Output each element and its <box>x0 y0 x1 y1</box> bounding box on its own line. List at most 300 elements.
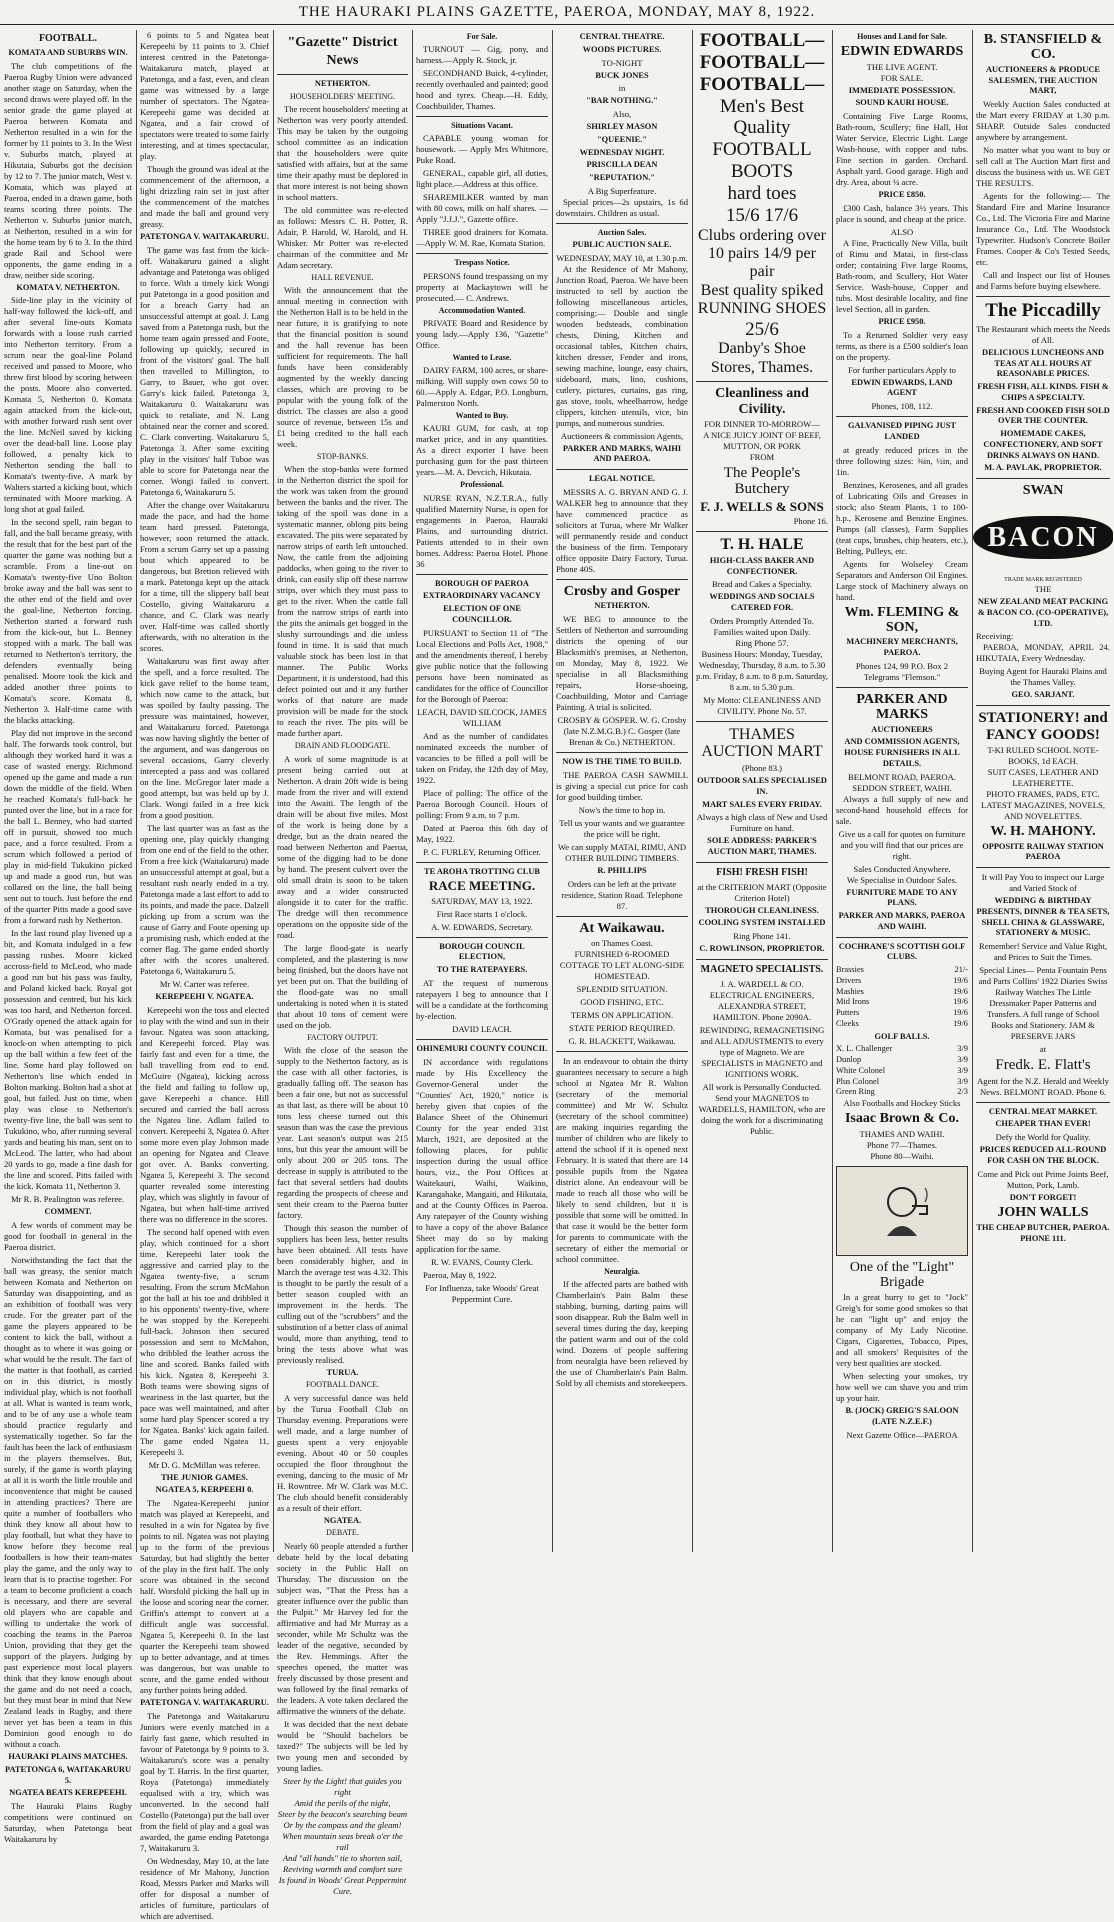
auction-date: WEDNESDAY, MAY 10, at 1.30 p.m. <box>556 252 688 263</box>
edwin-edwards: EDWIN EDWARDS <box>840 44 964 60</box>
no-matter: No matter what you want to buy or sell call at The Auction Mart first and discuss the business with us. WE GET THE RESULTS. <box>976 145 1110 189</box>
next-office: Next Gazette Office—PAEROA <box>846 1429 958 1440</box>
column-football-continued <box>140 30 269 1921</box>
article-paragraph: On Wednesday, May 10, at the late residence of Mr Mahony, Junction Road, Messrs Parker and Marks will offer for disposal a number of articles of furniture, particulars of which are advertised. <box>140 1855 269 1921</box>
edwards-agent: EDWIN EDWARDS, LAND AGENT <box>851 377 953 398</box>
article-paragraph: After the change over Waitakaruru made the pace, and had the home team hard pressed. Patetonga, however, soon returned the attack. From a scrum Garry set up a passing bout which appeared to be dangerous, but Bretton relieved with a mark. Patetonga kept up the attack for a time, till the slippery ball beat Costello, giving Waitakaruru a chance, and C. Clark was nearly over. Half-time was called shortly afterwards, with no alteration in the scores. <box>140 499 269 653</box>
article-paragraph: A very successful dance was held by the Turua Football Club on Thursday evening. Preparations were well made, and a large number of guests spent a very enjoyable evening. About 40 or 50 couples occupied the floor throughout the evening, dancing to the music of Mr H. Rowntree. Mr W. Clark was M.C. The club should benefit considerably as a result of their effort. <box>277 1392 408 1513</box>
boots-title: Men's Best Quality FOOTBALL BOOTS <box>712 95 812 183</box>
column-football <box>4 30 132 1845</box>
weekly-sales: Weekly Auction Sales conducted at the Mart every FRIDAY at 1.30 p.m. SHARP. Outside Sales conducted anywhere by arrangement. <box>976 99 1110 143</box>
running-shoes: Best quality spiked RUNNING SHOES <box>697 281 827 318</box>
section-heading: Professional. <box>460 480 504 490</box>
verse-line: And "all hands" tie to shorten sail, <box>282 1852 403 1863</box>
matches-heading: HAURAKI PLAINS MATCHES. <box>8 1752 128 1762</box>
race-date: SATURDAY, MAY 13, 1922. <box>431 895 533 906</box>
star-name: BUCK JONES <box>595 70 649 80</box>
column-rule <box>273 30 274 1552</box>
families: Families waited upon Daily. <box>713 626 811 637</box>
verse-line: Or by the compass and the gleam! <box>283 1819 402 1830</box>
article-paragraph: The Patetonga and Waitakaruru Juniors were evenly matched in a fairly fast game, which resulted in favour of Patetonga by 9 points to 3. Waitakaruru's score was a penalty goal by T. Harris. In the first quarter, Roya (Patetonga) immediately equalised with a try, which was unconverted. In the second half Costello (Patetonga) put the ball over from the field of play and a goal was awarded, the game ending Patetonga 7, Waitakaruru 3. <box>140 1710 269 1853</box>
galvanised-piping: GALVANISED PIPING JUST LANDED <box>848 421 956 441</box>
prices-reduced: PRICES REDUCED ALL-ROUND FOR CASH ON THE BLOCK. <box>979 1145 1107 1165</box>
hale-title: T. H. HALE <box>720 536 804 554</box>
rewinding: REWINDING, REMAGNETISING and ALL ADJUSTMENTS to every type of Magneto. We are SPECIALISTS in MAGNETO and IGNITIONS WORK. <box>699 1024 825 1079</box>
phone-83: (Phone 83.) <box>741 763 783 774</box>
article-paragraph: Side-line play in the vicinity of half-way followed the kick-off, and after several line-outs Komata forwards with a loose rush carried into Netherton territory. From a scrum near the goal-line Poland received and passed to Moore, who threw first blood by scoring between the posts. Moore also converted. Komata 5, Netherton 0. Komata again attacked from the kick-out, with another forward rush sent over the line. McNeil saved by kicking over the dead-ball line. Loose play followed, a penalty kick to Netherton sending the ball to Komata's twenty-five. A mark by Walters started a kicking bout, which terminated with Moore marking. A long shot at goal failed. <box>4 295 132 515</box>
telegrams: Telegrams "Flemson." <box>863 671 941 682</box>
football-banner: FOOTBALL— <box>699 30 825 51</box>
the-label: THE <box>1034 584 1052 595</box>
notice-heading: TO THE RATEPAYERS. <box>436 965 528 975</box>
at-label: at <box>1039 1044 1047 1055</box>
shoe-price: 25/6 <box>745 318 779 340</box>
pavlak: M. A. PAVLAK, PROPRIETOR. <box>984 463 1102 473</box>
notice-text: AT the request of numerous ratepayers I beg to announce that I will be a candidate at the forthcoming by-election. <box>416 977 548 1021</box>
furniture-plans: FURNITURE MADE TO ANY PLANS. <box>846 887 958 908</box>
wardell: J. A. WARDELL & CO. ELECTRICAL ENGINEERS, ALEXANDRA STREET, HAMILTON. Phone 2090A. <box>709 978 815 1022</box>
prices-text: Special prices—2s upstairs, 1s 6d downstairs. Children as usual. <box>556 196 688 218</box>
dinner: FOR DINNER TO-MORROW— <box>704 418 820 429</box>
auction-text: At the Residence of Mr Mahony, Junction Road, Paeroa. We have been instructed to sell by auction the following miscellaneous articles, comprising:— Double and single wooden bedsteads, combination chests, Dining, Kitchen and occasional tables, Kitchen chairs, kitchen dresser, Fender and irons, sewing machine, lounge, easy chairs, sideboard, mats, lino, cushions, cutlery, pictures, curtains, gas ring, gas stove, tools, wheelbarrow, hedge clippers, kitchen utensils, vice, bin pumps, and numerous sundries. <box>556 263 688 428</box>
article-paragraph: The recent householders' meeting at Netherton was very poorly attended. This may be taken by the outgoing school committee as an indication that the householders were quite satisfied with affairs, but at the same time their apathy must be deplored in that more interest is not being shown in school matters. <box>277 103 408 202</box>
junior-heading: THE JUNIOR GAMES. <box>161 1472 248 1482</box>
dont-forget: DON'T FORGET! <box>1009 1192 1077 1202</box>
parker-marks-2: PARKER AND MARKS, PAEROA AND WAIHI. <box>838 911 966 931</box>
in-label: in <box>618 83 626 94</box>
verse-line: Steer by the Light! that guides you right <box>283 1775 402 1797</box>
joint: A NICE JUICY JOINT OF BEEF, MUTTON, OR PORK <box>703 429 821 451</box>
notice-text: PURSUANT to Section 11 of "The Local Elections and Polls Act, 1908," and the amendments thereof, I hereby give public notice that the following persons have been nominated as candidates for the office of Councillor for the Borough of Paeroa: <box>416 627 548 704</box>
verse-line: Amid the perils of the night, <box>294 1797 391 1808</box>
remember: Remember! Service and Value Right, and Prices to Suit the Times. <box>979 941 1107 963</box>
john-walls: JOHN WALLS <box>997 1205 1089 1221</box>
price-850: PRICE £850. <box>878 190 926 200</box>
section-heading: Accommodation Wanted. <box>438 305 526 315</box>
notice-heading: EXTRAORDINARY VACANCY <box>423 591 541 601</box>
when-text: When selecting your smokes, try how well we can shave you and trim up your hair. <box>836 1371 968 1404</box>
terms: TERMS ON APPLICATION. <box>570 1010 674 1021</box>
pipe-smoker-icon <box>867 1176 937 1246</box>
match-heading: KEREPEEHI V. NGATEA. <box>155 991 254 1001</box>
school-notebooks: T-KI RULED SCHOOL NOTE-BOOKS, 1d EACH. <box>987 745 1099 767</box>
article-paragraph: A few words of comment may be good for football in general in the Paeroa district. <box>4 1220 132 1253</box>
cheaper: CHEAPER THAN EVER! <box>995 1119 1091 1129</box>
price-row: Mid Irons 19/6 <box>836 997 968 1007</box>
price-row: Green Ring 2/3 <box>836 1087 968 1097</box>
boot-prices: 15/6 17/6 <box>725 204 799 226</box>
classified-ad: PERSONS found trespassing on my property at Mackaytown will be prosecuted.— C. Andrews. <box>416 270 548 303</box>
subheading: DRAIN AND FLOODGATE. <box>294 741 391 751</box>
price-row: Dunlop 3/9 <box>836 1055 968 1065</box>
superfeature: A Big Superfeature. <box>587 185 657 196</box>
article-paragraph: In the second spell, rain began to fall, and the ball became greasy, with the result that for the best part of the quarter the game was nothing but a scramble. From a line-out on Komata's twenty-five Uno Bolton broke away and the ball was sent to the other end of the field and over the goal-line, Netherton forcing. Netherton started a forward rush from the kick-out, but L. Benney stopped with a mark. The ball was returned to Netherton's territory, the defenders eventually being penalised. Moore took the kick and added another three points to Komata's score. Komata 8, Netherton 3. Half-time came with the blacks attacking. <box>4 517 132 726</box>
cottage-text: FURNISHED 6-ROOMED COTTAGE TO LET ALONG-SIDE HOMESTEAD. <box>559 949 685 982</box>
column-classifieds <box>416 30 548 1552</box>
cheap-butcher: THE CHEAP BUTCHER, PAEROA. PHONE 111. <box>976 1222 1110 1243</box>
article-paragraph: In an endeavour to obtain the thirty guarantees necessary to secure a high school at Ngatea Mr R. Walton (secretary of the memorial committee) and Mr W. Schultz (secretary of the school committee) are making inquiries regarding the number of children who are likely to attend the school if it is opened next February. It is stated that there are 14 possible pupils from the Ngatea district alone. An endeavour will be made to reach all those who will be likely to send children, but it is possible that some will be omitted. In that case it would be the better form for parents to communicate with the secretary of either the memorial or school committee. <box>556 1056 688 1265</box>
classified-ad: TURNOUT — Gig, pony, and harness.—Apply R. Stock, jr. <box>416 44 548 66</box>
thames-waihi: THAMES AND WAIHI. <box>859 1128 945 1139</box>
article-paragraph: In the last round play livened up a bit, and Komata indulged in a few passing rushes. Moore kicked accross-field to McLeod, who made a good run but his pass was faulty, and Poland kicked back. Royal got possession and centred, but his kick was too hard, and Netherton forced. O'Grady opened the attack again for Komata, but was penalised for a knock-on when attempting to pick up the ball within a few feet of the line. Some hard play followed on Netherton's line which ended in Bolton marking. Bolton had a shot at goal, but failed. Just on time, when play was close to Netherton's twenty-five line, the ball was sent to Tukukino, who, after running several yards and beating his man, sent on to McLeod. The latter, who had about 20 yards to go, made a fine dash for the line and scored. Pitts failed with the kick. Komata 11, Netherton 3. <box>4 928 132 1192</box>
price-row: X. L. Challenger 3/9 <box>836 1044 968 1054</box>
machinery-merchants: MACHINERY MERCHANTS, PAEROA. <box>846 637 958 658</box>
phone-80: Phone 80—Waihi. <box>870 1150 934 1161</box>
theatre-heading: CENTRAL THEATRE. <box>579 32 665 41</box>
notice-text: Place of polling: The office of the Paeroa Borough Council. Hours of polling: From 9 a.m. to 7 p.m. <box>416 787 548 820</box>
article-paragraph: It was decided that the next debate would be "Should bachelors be taxed?" The subjects will be led by two young men and seconded by young ladies. <box>277 1718 408 1773</box>
classified-ad: SECONDHAND Buick, 4-cylinder, recently overhauled and painted; good hood and tyres. Cheap.—H. Eddy, Coachbuilder, Thames. <box>416 68 548 112</box>
club-offer: Clubs ordering over 10 pairs 14/9 per pair <box>698 226 826 281</box>
tell-us: Tell us your wants and we guarantee the price will be right. <box>559 817 685 839</box>
article-paragraph: The second half opened with even play, which continued for a short time. Kerepeehi later took the aggressive and carried play to the Ngatea twenty-five, a scrum resulting. From the scrum McMahon got the ball at his toe and dribbled it to his opponents' twenty-five, where he was stopped by the Kerepeehi full-back. Johnson then secured possession and sent to McMahon, who dribbled the leather across the line and scored. Banks failed with his kick. Ngatea 8, Kerepeehi 3. Both teams were showing signs of weariness in the last quarter, but the pace was well maintained, and after some hard play Spencer scored a try for Ngatea. Banks' kick again failed. The game ended Ngatea 11, Kerepeehi 3. <box>140 1226 269 1457</box>
column-rule <box>136 30 137 1552</box>
blackett: G. R. BLACKETT, Waikawau. <box>568 1036 676 1047</box>
section-heading: Wanted to Lease. <box>452 352 512 362</box>
always-furniture: Always a high class of New and Used Furniture on hand. <box>696 812 828 834</box>
opposite-station: OPPOSITE RAILWAY STATION PAEROA <box>982 841 1104 862</box>
result-heading: PATETONGA 6, WAITAKARURU 5. <box>4 1764 132 1785</box>
defy: Defy the World for Quality. <box>995 1132 1091 1143</box>
price-row: Plus Colonel 3/9 <box>836 1076 968 1086</box>
candidates: LEACH, DAVID SILCOCK, JAMES WILLIAM <box>417 706 547 728</box>
comment-heading: COMMENT. <box>44 1207 92 1217</box>
price-row: Mashies 19/6 <box>836 986 968 996</box>
soldier-text: To a Returned Soldier very easy terms, as there is a £500 soldier's loan on the property. <box>836 329 968 362</box>
film-title: "REPUTATION." <box>589 173 655 182</box>
fleming-phones: Phones 124, 99 P.O. Box 2 <box>855 660 949 671</box>
receiving-dates: PAEROA, MONDAY, APRIL 24. HIKUTAIA, Every Wednesday. <box>976 642 1110 664</box>
rowlinson: C. ROWLINSON, PROPRIETOR. <box>699 944 825 954</box>
luncheons: DELICIOUS LUNCHEONS AND TEAS AT ALL HOURS AT REASONABLE PRICES. <box>982 347 1104 379</box>
clerk: R. W. EVANS, County Clerk. <box>430 1256 534 1267</box>
column-rule <box>552 30 553 1552</box>
place-heading: TURUA. <box>326 1367 359 1377</box>
column-district-news <box>277 30 408 1896</box>
article-paragraph: Play did not improve in the second half. The forwards took control, but although they worked hard it was a case of wasted energy. Richmond opened up the game and made a run down the middle of the field. When he reached Komata's full-back he punted over the line, but in a race for the ball L. Benney, who had started off in pursuit, showed too much pace, and a force resulted. From a scrum which followed a period of play in mid-field Tukukino picked up and made a good run, but was collared on the line, the ball being sent out to touch. Just before the end of the quarter Pitts made a good save from a forward rush by Netherton. <box>4 728 132 926</box>
villa-text: A Fine, Practically New Villa, built of Rimu and Matai, in first-class order; containing Five large Rooms, Bath-room, and Scullery, Hot Water Service. Wash-house, Copper and tubs. Most desirable locality, and fine level Section, all in garden. <box>836 237 968 314</box>
column-rule <box>692 30 693 1552</box>
column-shops <box>696 30 828 1552</box>
crosby-place: NETHERTON. <box>594 601 650 611</box>
cooling-system: COOLING SYSTEM INSTALLED <box>698 918 826 928</box>
mart-sales: MART SALES EVERY FRIDAY. <box>702 799 822 809</box>
further-particulars: For further particulars Apply to <box>848 364 956 375</box>
price-row: Drivers 19/6 <box>836 975 968 985</box>
baker: HIGH-CLASS BAKER AND CONFECTIONER. <box>709 555 815 576</box>
addresses: BELMONT ROAD, PAEROA. SEDDON STREET, WAIHI. <box>848 771 956 793</box>
section-heading: Trespass Notice. <box>454 258 510 268</box>
agents-list: Agents for the following:— The Standard Fire and Marine Insurance Co., Ltd. The Victoria Fire and Marine Insurance Co., Ltd. The Woodstock Typewriter. Hudson's Concrete Boiler Frames. Cooper & Co's Tested Seeds, etc. <box>976 191 1110 268</box>
auctioneer-name: PARKER AND MARKS, WAIHI AND PAEROA. <box>562 443 682 464</box>
orders-text: Orders can be left at the private residence, Station Road. Telephone 87. <box>561 878 683 911</box>
match-heading: PATETONGA V. WAITAKARURU. <box>140 1698 269 1707</box>
isaac-brown: Isaac Brown & Co. <box>844 1111 960 1127</box>
article-paragraph: If the affected parts are bathed with Chamberlain's Pain Balm these stabbing, burning, darting pains will soon disappear. Rub the Balm well in several times during the day, keeping the patient warm and out of the cold wind. Dozens of people suffering from neuralgia have been relieved by the use of Chamberlain's Pain Balm. Sold by all chemists and storekeepers. <box>556 1279 688 1389</box>
bacon-pig-icon: BACON <box>973 516 1112 560</box>
subheading: HALL REVENUE. <box>311 272 374 282</box>
legal-heading: LEGAL NOTICE. <box>588 474 656 484</box>
waikawau-title: At Waikawau. <box>579 920 665 936</box>
photo-frames: PHOTO FRAMES, PADS, ETC. <box>986 789 1100 800</box>
trade-mark: TRADE MARK REGISTERED <box>1004 576 1082 583</box>
fishing: GOOD FISHING, ETC. <box>580 997 664 1008</box>
star-name: SHIRLEY MASON <box>586 122 658 131</box>
article-paragraph: The old committee was re-elected as follows: Messrs C. H. Potter, R. Adair, P. Harold, W. Harold, and H. Whisker. Mr Potter was re-elected chairman of the committee and Mr Adam secretary. <box>277 204 408 270</box>
mahony: W. H. MAHONY. <box>990 824 1096 840</box>
club-heading: TE AROHA TROTTING CLUB <box>424 866 540 876</box>
orders: Orders Promptly Attended To. <box>710 615 814 626</box>
crosby-text: WE BEG to announce to the Settlers of Netherton and surrounding districts the opening of our Blacksmith's premises, at Netherton, on Monday, May 8, 1922. We specialise in all Blacksmithing repairs, Horse-shoeing, Coachbuilding, Motor and Carriage Painting. A trial is solicited. <box>556 614 688 713</box>
build-heading: NOW IS THE TIME TO BUILD. <box>562 757 682 767</box>
central-meat: CENTRAL MEAT MARKET. <box>988 1106 1098 1116</box>
article-paragraph: The club competitions of the Paeroa Rugby Union were advanced another stage on Saturday, when the second draws were played off. In the senior grade the game played at Paeroa between Komata and Netherton resulted in a win for the former by 11 points to 3. In the West v. Suburbs match, played at Hikutaia, Suburbs got the decision by 12 to 7. The junior match, West v. Komata, which was played at Paeroa, ended in a drawn game, both teams scoring three points. The Netherton v. Suburbs junior match, at Netherton, resulted in a win for the home team by 6 to 3. In the third grade Rail and School were opponents, the game ending in a draw, neither side scoring. <box>4 60 132 280</box>
notice-text: And as the number of candidates nominated exceeds the number of vacancies to be filled a poll will be taken on Friday, the 12th day of May, 1922. <box>416 730 548 785</box>
column-rule <box>412 30 413 1552</box>
footballs-hockey: Also Footballs and Hockey Sticks <box>843 1098 961 1109</box>
classified-ad: THREE good drainers for Komata.—Apply W. M. Rae, Komata Station. <box>416 227 548 249</box>
bread: Bread and Cakes a Specialty. <box>712 579 812 590</box>
tonight: TO-NIGHT <box>601 57 643 68</box>
race-meeting: RACE MEETING. <box>428 878 536 894</box>
call-inspect: Call and Inspect our list of Houses and Farms before buying elsewhere. <box>976 270 1110 292</box>
article-paragraph: The Hauraki Plains Rugby competitions were continued on Saturday, when Patetonga beat Waitakaruru by <box>4 1801 132 1845</box>
verse-line: When mountain seas break o'er the rail <box>282 1830 403 1852</box>
sales-anywhere: Sales Conducted Anywhere. <box>853 863 951 874</box>
referee-line: Mr D. G. McMillan was referee. <box>148 1459 261 1470</box>
sarjant: GEO. SARJANT. <box>1011 690 1075 700</box>
pictures-heading: WOODS PICTURES. <box>582 44 662 54</box>
article-paragraph: Nearly 60 people attended a further debate held by the local debating society in the Public Hall on Thursday. The discussion on the subject was, "That the Press has a greater influence over the public than the Pulpit." Mr Harvey led for the affirmative and had Mr Murray as a seconder, while Mr Schultz was the leader of the negative, seconded by the Rev. Hemmings. After the speeches opened, the matter was freely discussed by those present and was followed by the final remarks of the leaders. A vote taken declared the affirmative the winners of the debate. <box>277 1540 408 1716</box>
article-paragraph: Kerepeehi won the toss and elected to play with the wind and sun in their favour. Ngatea was soon attacking, and Kerepeehi forced. Play was fairly fast and even for a time, the ball travelling from end to end. McGuire (Ngatea), kicking across the field and failing to follow up, gave Kerepeehi a chance. Hill secured and carried the ball across the Ngatea line. Adlam failed to convert. Kerepeehi 3, Ngatea 0. After some more even play Johnson made an opening for Ngatea and Cleave got over. A. Banks converting. Ngatea 5, Kerepeehi 3. The second quarter revealed some interesting play, which was slightly in favour of Ngatea, but when half-time arrived there was no difference in the scores. <box>140 1004 269 1224</box>
column-property <box>836 30 968 1552</box>
classified-ad: DAIRY FARM, 100 acres, or share-milking. Will supply own cows 50 to 60.—Apply A. Edgar, P.O. Longburn, Palmerston North. <box>416 365 548 409</box>
classified-ad: KAURI GUM, for cash, at top market price, and in any quantities. As a direct exporter I have been purchasing gum for the past thirteen years.—M. A. Devcich, Hikutaia. <box>416 423 548 478</box>
result-heading: NGATEA 5, KERPEEHI 0. <box>155 1485 254 1495</box>
auction-title: PUBLIC AUCTION SALE. <box>572 239 672 249</box>
notice-text: IN accordance with regulations made by His Excellency the Governor-General under the "Counties' Act, 1920," notice is hereby given that copies of the Balance Sheet of the Ohinemuri County for the year ended 31st March, 1921, are deposited at the following places, for public inspection during the usual office hours, viz., the Post Offices at Waitekauri, Waihi, Waikino, Karangahake, Mangaiti, and Hikutaia, and at the County Offices in Paeroa. Any ratepayer of the County wishing to have a copy of the above Balance Sheet may do so by making application for the same. <box>416 1056 548 1254</box>
nz-bacon-co: NEW ZEALAND MEAT PACKING & BACON CO. (CO-OPERATIVE), LTD. <box>977 597 1109 628</box>
price-row: White Colonel 3/9 <box>836 1065 968 1075</box>
masthead: THE HAURAKI PLAINS GAZETTE, PAEROA, MONDAY, MAY 8, 1922. <box>0 0 1114 25</box>
film-title: "BAR NOTHING." <box>586 96 658 106</box>
fresh-fish: FRESH FISH, ALL KINDS. FISH & CHIPS A SPECIALTY. <box>977 382 1109 402</box>
notice-heading: BOROUGH OF PAEROA <box>435 578 529 588</box>
place-heading: NGATEA. <box>323 1515 362 1525</box>
price-row: Cleeks 19/6 <box>836 1018 968 1028</box>
cooked-fish: FRESH AND COOKED FISH SOLD OVER THE COUNTER. <box>976 405 1110 426</box>
herald-agent: Agent for the N.Z. Herald and Weekly News. BELMONT ROAD. Phone 6. <box>977 1075 1109 1097</box>
benzines-text: Benzines, Kerosenes, and all grades of Lubricating Oils and Greases in stock; also Steam Plants, 1 to 100-h.p., Kerosene and Benzine Engines. Pumps (all classes), Farm Supplies (teat cups, brushes, chip heaters, etc.), Belting, Pulleys, etc. <box>836 479 968 556</box>
film-title: "QUEENIE." <box>596 134 648 144</box>
article-paragraph: Waitakaruru was first away after the spell, and a force resulted. The kick gave relief to the home team, which now came to the attack, but was spoiled by faulty passing. The pressure was maintained, however, and Waitakaruru forced. Patetonga was now having slightly the better of the argument, and was dangerous on several occasions, Garry cleverly intercepted a pass and was collared on the line. McGregor later made a good attempt, but was held up by J. Clark. Wongi failed in a free kick from a good position. <box>140 655 269 820</box>
thames-auction-mart: THAMES AUCTION MART <box>701 725 823 761</box>
price-950: PRICE £950. <box>878 316 926 326</box>
magneto-specialists: MAGNETO SPECIALISTS. <box>700 963 824 975</box>
ring-57: Ring Phone 57. <box>735 637 789 648</box>
hop-in: Now's the time to hop in. <box>578 804 666 815</box>
column-entertainment <box>556 30 688 1552</box>
column-rule <box>832 30 833 1552</box>
hard-toes: hard toes <box>727 182 797 204</box>
cure-line: For Influenza, take Woods' Great Peppermint Cure. <box>425 1282 539 1304</box>
classified-ad: SHAREMILKER wanted by man with 80 cows, milk on half shares. — Apply "J.J.J.", Gazette office. <box>416 192 548 225</box>
article-paragraph: The game was fast from the kick-off. Waitakaruru gained a slight advantage and Patetonga was obliged to force. With a timely kick Wongi put Patetonga in a good position and for a breach Garry had an unsuccessful attempt at goal. J. Lang saved from a Patetonga rush, but the home team again pressed and Foote, following up quickly, secured in front of the visitors' goal. The ball then travelled to Millington, to Garry, to Bauer, who got over. Garry's kick failed. Patetonga 3, Waitakaruru 0. Waitakaruru was quick to retaliate, and N. Lang obtained near the corner and scored. C. Clark converting. Waitakaruru 5, Patetonga 3. After some exciting play in the visitors' half Tuboe was able to score for Patetonga near the corner. Wongi failed to convert. Patetonga 6, Waitakaruru 5. <box>140 244 269 497</box>
district-news-title: "Gazette" District News <box>287 35 398 68</box>
football-subheading: KOMATA AND SUBURBS WIN. <box>8 47 128 57</box>
peoples-butchery: The People's Butchery <box>723 464 801 498</box>
agents-text: Agents for Wolseley Cream Separators and Anderson Oil Engines. Large stock of Machinery always on hand. <box>836 558 968 602</box>
article-paragraph: Though this season the number of suppliers has been less, better results have been obtained. All tests have been considerably higher, and in March the average test was 4.32. This is thought to be partly the result of a better season coupled with an improvement in the herds. The culling out of the "scrubbers" and the substitution of a better class of animal would, more than anything, tend to bring the tests above what was previously realised. <box>277 1222 408 1365</box>
section-heading: Auction Sales. <box>597 227 647 237</box>
notice-heading: OHINEMURI COUNTY COUNCIL <box>416 1043 548 1053</box>
notice-date: Paeroa, May 8, 1922. <box>423 1269 497 1280</box>
criterion-mart: at the CRITERION MART (Opposite Criterion Hotel) <box>697 881 827 903</box>
stansfield: B. STANSFIELD & CO. <box>983 32 1103 63</box>
come-pick: Come and Pick out Prime Joints Beef, Mutton, Pork, Lamb. <box>977 1168 1109 1190</box>
candidate-name: DAVID LEACH. <box>452 1023 512 1034</box>
referee-line: Mr W. Carter was referee. <box>159 978 250 989</box>
section-heading: Wanted to Buy. <box>455 411 509 421</box>
magazines: LATEST MAGAZINES, NOVELS, AND NOVELETTES. <box>981 800 1105 822</box>
secretary: A. W. EDWARDS, Secretary. <box>431 921 533 932</box>
phones: Phones, 108, 112. <box>871 401 933 412</box>
subheading: FACTORY OUTPUT. <box>307 1032 378 1042</box>
football-banner: FOOTBALL— <box>699 73 825 95</box>
notice-heading: BOROUGH COUNCIL ELECTION, <box>439 941 525 962</box>
sawmill-text: THE PAEROA CASH SAWMILL is giving a special cut price for cash for good building timber. <box>556 769 688 802</box>
article-paragraph: Notwithstanding the fact that the ball was greasy, the senior match between Komata and Netherton on Saturday was disappointing, and as an exhibition of football was very crude. For the greater part of the game the players appeared to be content to kick the ball, without a thought as to where it was going or what would be the result. The fact of the matter is that football, as carried on in this district, is mostly individual play, which is not football at all. What is wanted is team work, and to be of any use a whole team should practice regularly and systematically together. So far the fault has been the lack of enthusiasm in the players themselves. But, surely, if the game is worth playing at all it is worth the little trouble and inconvenience that might be caused in attending practices? There are quite a number of footballers who think they know all about how to play football, but what they have to know before they become real footballers is how their team-mates play the game, and the only way to learn that is to practise together. For a team to become proficient a coach is necessary, and there are several old players who are capable and willing to undertake the work of coaching the teams in the Paeroa Union, providing that they get the support of the players. Judging by past experience most local players think that they know enough about the game and do not need a coach, but they must bear in mind that New Zealand leads in Rugby, and there never yet has been a team in this Dominion good enough to do without a coach. <box>4 1255 132 1750</box>
classified-ad: CAPABLE young woman for housework. — Apply Mrs Whitmore, Puke Road. <box>416 133 548 166</box>
article-paragraph: With the close of the season the supply to the Netherton factory, as is the case with all other factories, is gradually falling off. The season has been a fair one, but not as successful as that last, as there will be about 10 tons less cheese turned out this season than was the case the previous year. Last season's output was 215 tons, but this year the amount will be only about 200 or 205 tons. The decrease in supply is attributed to the fact that several settlers had doubts regarding the prospects of cheese and sent their cream to the Paeroa butter factory. <box>277 1044 408 1220</box>
sound-kauri-house: SOUND KAURI HOUSE. <box>855 98 949 108</box>
notice-text: Dated at Paeroa this 6th day of May, 1922. <box>416 822 548 844</box>
coast-label: on Thames Coast. <box>591 938 653 949</box>
piccadilly: The Piccadilly <box>985 300 1101 322</box>
receiving: Receiving: <box>976 631 1014 642</box>
state-period: STATE PERIOD REQUIRED. <box>568 1023 675 1034</box>
greig-saloon: B. (JOCK) GREIG'S SALOON (LATE N.Z.E.F.) <box>845 1406 959 1427</box>
buying-agent: Buying Agent for Hauraki Plains and the Thames Valley. <box>979 666 1107 688</box>
pay-you: It will Pay You to inspect our Large and Varied Stock of <box>981 872 1105 894</box>
article-paragraph: Though the ground was ideal at the commencement of the afternoon, a light drizzling rain set in just after the commencement of the matches and made the ball and ground very greasy. <box>140 164 269 229</box>
sole-address: SOLE ADDRESS: PARKER'S AUCTION MART, THAMES. <box>707 836 817 857</box>
phone-77: Phone 77—Thames. <box>866 1139 938 1150</box>
live-agent: THE LIVE AGENT. <box>866 61 938 72</box>
auction-mart: AUCTIONEERS & PRODUCE SALESMEN, THE AUCTION MART, <box>985 64 1100 96</box>
section-heading: For Sale. <box>466 32 498 41</box>
article-paragraph: Mr R. B. Pealington was referee. <box>11 1194 125 1205</box>
always-supply: Always a full supply of new and second-hand household effects for sale. <box>836 793 968 826</box>
wedding-presents: WEDDING & BIRTHDAY PRESENTS, DINNER & TEA SETS, SHELL CHINA & GLASSWARE, STATIONERY & MUSIC. <box>976 896 1110 938</box>
result-heading: NGATEA BEATS KEREPEEHI. <box>9 1788 127 1798</box>
auctioneers-label: Auctioneers & commission Agents, <box>560 430 684 441</box>
subheading: DEBATE. <box>326 1528 359 1538</box>
cash-terms: £300 Cash, balance 3½ years. This place is sound, and cheap at the price. <box>836 202 968 224</box>
phone-16: Phone 16. <box>793 516 828 527</box>
place-heading: NETHERTON. <box>314 78 371 88</box>
also-label: Also, <box>612 109 632 119</box>
night-heading: WEDNESDAY NIGHT. <box>579 147 665 157</box>
crosby-names: CROSBY & GOSPER. W. G. Crosby (late N.Z.M.G.B.) C. Gosper (late Brenan & Co.) NETHERTON. <box>557 715 687 748</box>
article-paragraph: The large flood-gate is nearly completed, and the plastering is now being finished, but the doors have not yet been put on. That the building of the flood-gate was no small undertaking is noted when it is stated that about 10 tons of cement were used on the job. <box>277 942 408 1030</box>
verse-line: Is found in Woods' Great Peppermint Cure. <box>278 1874 407 1896</box>
match-heading: PATETONGA V. WAITAKARURU. <box>140 232 269 241</box>
danby-shoe-stores: Danby's Shoe Stores, Thames. <box>710 340 814 376</box>
officer: P. C. FURLEY, Returning Officer. <box>423 846 541 857</box>
bacon-logo <box>976 503 1110 573</box>
article-paragraph: When the stop-banks were formed in the Netherton district the spoil for the work was taken from the ground between the banks and the river. The taking of the spoil was done in a systematic manner, oblong pits being excavated. The pits were separated by narrow strips of earth left untouched. Now, the cattle from the adjoining paddocks, when going to the river to drink, can easily slip off these narrow strips, over which they must pass to get to the river. When the cattle fall from the narrow strips of earth into the pits the animals get bogged in the slushy surroundings and die unless found in time. It is said that much valuable stock has been lost in that manner. The Public Works Department, it is understood, had this defect pointed out and it any further works of that nature are made provision will be made for the stock to reach the river. The pits will be made further apart. <box>277 464 408 739</box>
greig-text: In a great hurry to get to "Jock" Greig's for some good smokes so that he can "light up" and enjoy the company of My Lady Nicotine. Cigars, Cigarettes, Tobacco, Pipes, and all smokers' Requisites of the very best qualities are stocked. <box>836 1292 968 1369</box>
section-heading: Situations Vacant. <box>451 121 513 131</box>
commission-agents: AND COMMISSION AGENTS, HOUSE FURNISHERS IN ALL DETAILS. <box>844 737 960 768</box>
for-sale: FOR SALE. <box>880 72 924 83</box>
motto: My Motto: CLEANLINESS AND CIVILITY. Phone No. 57. <box>703 694 821 716</box>
column-stores <box>976 30 1110 1552</box>
smoker-illustration <box>836 1166 968 1256</box>
section-heading: Houses and Land for Sale. <box>857 32 947 41</box>
from-label: FROM <box>749 451 775 462</box>
column-rule <box>972 30 973 1552</box>
parker-marks: PARKER AND MARKS <box>856 691 948 723</box>
neuralgia-heading: Neuralgia. <box>604 1267 640 1277</box>
also-label: ALSO <box>890 226 914 237</box>
business-hours: Business Hours: Monday, Tuesday, Wednesday, Thursday, 8 a.m. to 5.30 p.m. Friday, 8 a.m. to 8 p.m. Saturday, 8 a.m. to 5.30 p.m. <box>696 648 828 692</box>
homemade: HOMEMADE CAKES, CONFECTIONERY, AND SOFT DRINKS ALWAYS ON HAND. <box>983 429 1103 460</box>
wells-sons: F. J. WELLS & SONS <box>700 498 824 514</box>
weddings: WEDDINGS AND SOCIALS CATERED FOR. <box>709 592 815 613</box>
verse-line: Reviving warmth and comfort sure <box>282 1863 403 1874</box>
light-brigade: One of the "Light" Brigade <box>849 1259 955 1290</box>
race-start: First Race starts 1 o'clock. <box>436 908 528 919</box>
subheading: HOUSEHOLDERS' MEETING. <box>290 91 395 101</box>
football-banner: FOOTBALL— <box>699 51 825 73</box>
star-name: PRISCILLA DEAN <box>586 160 658 170</box>
golf-clubs-heading: COCHRANE'S SCOTTISH GOLF CLUBS. <box>838 941 966 962</box>
price-row: Putters 19/6 <box>836 1008 968 1018</box>
outdoor-sales: We Specialise in Outdoor Sales. <box>846 874 958 885</box>
special-lines: Special Lines— Penta Fountain Pens and Parts Collins' 1922 Diaries Swiss Railway Watches The Little Dressmaker Paper Patterns and Transfers. A full range of School Books and Stationery. JAM & PRESERVE JARS <box>978 965 1108 1042</box>
fleming-son: Wm. FLEMING & SON, <box>844 604 960 636</box>
supply: We can supply MATAI, RIMU, AND OTHER BUILDING TIMBERS. <box>557 841 687 863</box>
stationery: STATIONERY! and FANCY GOODS! <box>978 710 1108 743</box>
notice-heading: ELECTION OF ONE COUNCILLOR. <box>443 604 521 624</box>
cleanliness-title: Cleanliness and Civility. <box>715 386 809 417</box>
classified-ad: NURSE RYAN, N.Z.T.R.A., fully qualified Maternity Nurse, is open for engagements in Paeroa, Hauraki Plains, and surrounding district. Patients attended to in their own homes. Address: Paeroa Hotel. Phone 36 <box>416 492 548 569</box>
flatt: Fredk. E. Flatt's <box>995 1057 1091 1074</box>
article-paragraph: A work of some magnitude is at present being carried out at Netherton. A drain 20ft wide is being made from the river and will extend into the Awaiti. The length of the drain will be about five miles. Most of the work is being done by a dredge, but as the drain neared the road between Netherton and Paeroa, some of the digging had to be done by hand. The present culvert over the old small drain is soon to be taken away and a wider constructed alongside it to cater for the traffic. The dredge will then recommence operations on the opposite side of the road. <box>277 753 408 940</box>
thorough-cleanliness: THOROUGH CLEANLINESS. <box>705 905 819 915</box>
article-paragraph: 6 points to 5 and Ngatea beat Kerepeehi by 11 points to 3. Chief interest centred in the Patetonga-Waitakaruru match, played at Patetonga, and a fast, even, and clean game was witnessed by a large number of spectators. The Ngatea-Kerepeehi game was decided at Ngatea, and a fair crowd of spectators were treated to some fairly interesting, and at times spectacular, play. <box>140 30 269 161</box>
match-heading: KOMATA V. NETHERTON. <box>16 282 120 292</box>
classified-ad: PRIVATE Board and Residence by young lady.—Apply 136, "Gazette" Office. <box>416 317 548 350</box>
galv-text: at greatly reduced prices in the three following sizes: ⅜in, ½in, and 1in. <box>836 444 968 477</box>
phillips-name: R. PHILLIPS <box>597 865 647 875</box>
fresh-fish: FISH! FRESH FISH! <box>716 866 808 878</box>
subheading: STOP-BANKS. <box>316 452 369 462</box>
swan-label: SWAN <box>1022 483 1064 499</box>
splendid: SPLENDID SITUATION. <box>576 984 668 995</box>
article-paragraph: The last quarter was as fast as the opening one, play quickly changing from one end of the field to the other. From a free kick (Waitakaruru) made an unsuccessful attempt at goal, but a resultant rush nearly ended in a try. Patetonga made a last effort to add to its points, and made the pace. Dalzell picking up from a scrum was the cause of Garry and Foote opening up a promising rush, which ended at the corner flag. The game ended shortly after with the scores unaltered. Patetonga 6, Waitakaruru 5. <box>140 822 269 976</box>
restaurant: The Restaurant which meets the Needs of All. <box>976 323 1110 345</box>
classified-ad: GENERAL, capable girl, all duties, light place.—Address at this office. <box>416 168 548 190</box>
suit-cases: SUIT CASES, LEATHER AND LEATHERETTE. <box>987 767 1099 789</box>
legal-text: MESSRS A. G. BRYAN AND G. J. WALKER beg to announce that they have commenced practice as solicitors at Turua, where Mr Walker will permanently reside and conduct the business of the firm. Temporary office opposite Dairy Factory, Turua. Phone 40S. <box>556 486 688 574</box>
immediate-possession: IMMEDIATE POSSESSION. <box>848 85 956 95</box>
verse-line: Steer by the beacon's searching beam <box>277 1808 408 1819</box>
house-text: Containing Five Large Rooms, Bath-room, Scullery; fine Hall, Hot Water Service, Electric Light. Large Wash-house, with copper and tubs. Fine section in garden. Orchard. Asphalt yard. Good garage. High and dry. Area, about ¼ acre. <box>836 111 968 188</box>
auctioneers: AUCTIONEERS <box>871 724 933 734</box>
